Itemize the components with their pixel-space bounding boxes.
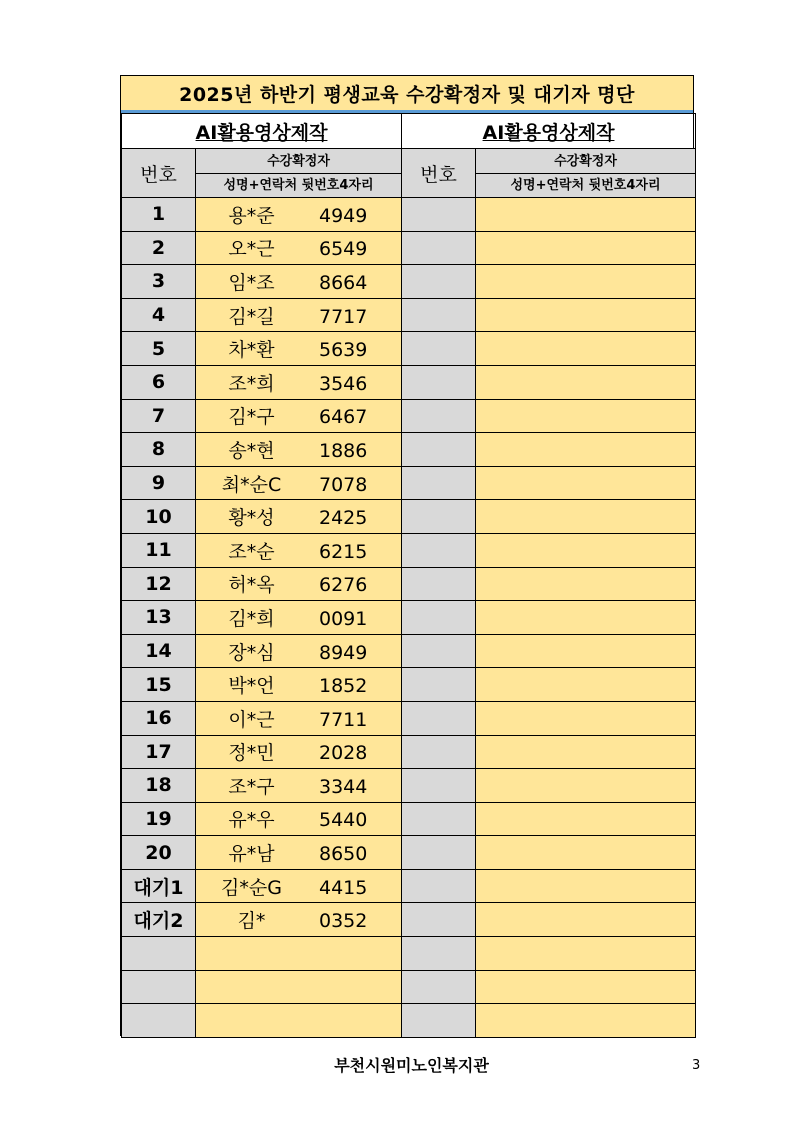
attendee-cell [196, 937, 402, 971]
row-number: 6 [122, 365, 196, 399]
row-number [122, 970, 196, 1004]
course-title-row [122, 114, 696, 149]
row-number: 11 [122, 533, 196, 567]
attendee-name: 김*희 [228, 607, 275, 630]
right-attendee-cell [476, 265, 696, 299]
left-number-header: 번호 [122, 149, 196, 198]
attendee-phone-last4: 6467 [319, 406, 368, 429]
right-attendee-cell [476, 365, 696, 399]
right-attendee-cell [476, 198, 696, 232]
right-attendee-cell [476, 668, 696, 702]
right-attendee-cell [476, 500, 696, 534]
right-attendee-cell [476, 970, 696, 1004]
table-row [122, 365, 696, 399]
page-title: 2025년 하반기 평생교육 수강확정자 및 대기자 명단 [121, 76, 693, 113]
right-attendee-cell [476, 231, 696, 265]
left-confirmed-header: 수강확정자 [196, 149, 402, 174]
attendee-name: 김*길 [228, 305, 275, 328]
table-row [122, 265, 696, 299]
row-number: 20 [122, 836, 196, 870]
right-row-number [402, 970, 476, 1004]
attendee-cell [196, 567, 402, 601]
attendee-cell [196, 869, 402, 903]
attendee-name: 김*구 [228, 406, 275, 429]
right-row-number [402, 198, 476, 232]
table-row [122, 634, 696, 668]
table-row [122, 466, 696, 500]
attendee-name: 김* [237, 910, 266, 933]
attendee-phone-last4: 8949 [319, 641, 368, 664]
attendee-phone-last4: 7711 [319, 708, 368, 731]
attendee-cell [196, 231, 402, 265]
right-row-number [402, 533, 476, 567]
left-course-title: AI활용영상제작 [122, 114, 402, 149]
right-attendee-cell [476, 399, 696, 433]
right-attendee-cell [476, 869, 696, 903]
footer-organization: 부천시원미노인복지관 [334, 1056, 489, 1075]
table-row [122, 701, 696, 735]
table-row [122, 567, 696, 601]
table-row [122, 802, 696, 836]
row-number: 1 [122, 198, 196, 232]
table-row [122, 903, 696, 937]
right-attendee-cell [476, 433, 696, 467]
right-attendee-cell [476, 735, 696, 769]
right-attendee-cell [476, 769, 696, 803]
table-row [122, 970, 696, 1004]
table-row [122, 601, 696, 635]
table-row [122, 298, 696, 332]
attendee-name: 임*조 [228, 271, 275, 294]
right-row-number [402, 802, 476, 836]
right-row-number [402, 1004, 476, 1038]
attendee-phone-last4: 5440 [319, 809, 368, 832]
attendee-cell [196, 332, 402, 366]
attendee-cell [196, 836, 402, 870]
right-attendee-cell [476, 1004, 696, 1038]
right-attendee-cell [476, 298, 696, 332]
row-number: 3 [122, 265, 196, 299]
attendee-cell [196, 399, 402, 433]
right-row-number [402, 466, 476, 500]
attendee-phone-last4: 0352 [319, 910, 368, 933]
attendee-cell [196, 601, 402, 635]
attendee-name: 최*순C [221, 473, 282, 496]
row-number [122, 937, 196, 971]
row-number: 19 [122, 802, 196, 836]
right-attendee-cell [476, 332, 696, 366]
right-attendee-cell [476, 567, 696, 601]
right-row-number [402, 701, 476, 735]
row-number: 12 [122, 567, 196, 601]
table-row [122, 836, 696, 870]
attendee-phone-last4: 4415 [319, 876, 368, 899]
right-course-title: AI활용영상제작 [402, 114, 696, 149]
attendee-phone-last4: 6549 [319, 238, 368, 261]
attendee-cell [196, 500, 402, 534]
attendee-cell [196, 198, 402, 232]
table-row [122, 1004, 696, 1038]
attendee-cell [196, 298, 402, 332]
right-row-number [402, 769, 476, 803]
row-number: 14 [122, 634, 196, 668]
attendee-phone-last4: 4949 [319, 204, 368, 227]
attendee-name: 허*옥 [228, 574, 275, 597]
right-attendee-cell [476, 701, 696, 735]
attendee-name: 김*순G [221, 876, 282, 899]
attendee-phone-last4: 6276 [319, 574, 368, 597]
table-row [122, 937, 696, 971]
attendee-name: 유*우 [228, 809, 275, 832]
attendee-cell [196, 802, 402, 836]
attendee-cell [196, 365, 402, 399]
row-number: 2 [122, 231, 196, 265]
attendee-cell [196, 903, 402, 937]
right-row-number [402, 634, 476, 668]
attendee-name: 용*준 [228, 204, 275, 227]
table-row [122, 869, 696, 903]
attendee-name: 오*근 [228, 238, 275, 261]
right-attendee-cell [476, 533, 696, 567]
right-row-number [402, 265, 476, 299]
attendee-phone-last4: 2028 [319, 742, 368, 765]
right-row-number [402, 567, 476, 601]
table-row [122, 399, 696, 433]
attendee-phone-last4: 8664 [319, 271, 368, 294]
right-row-number [402, 668, 476, 702]
attendee-phone-last4: 7078 [319, 473, 368, 496]
right-row-number [402, 332, 476, 366]
attendee-name: 박*언 [228, 675, 275, 698]
row-number: 9 [122, 466, 196, 500]
roster-sheet [120, 75, 694, 1036]
attendee-name: 정*민 [228, 742, 275, 765]
right-attendee-cell [476, 802, 696, 836]
attendee-phone-last4: 7717 [319, 305, 368, 328]
row-number: 7 [122, 399, 196, 433]
attendee-cell [196, 970, 402, 1004]
row-number: 5 [122, 332, 196, 366]
right-attendee-cell [476, 903, 696, 937]
attendee-cell [196, 634, 402, 668]
right-attendee-cell [476, 937, 696, 971]
page-number: 3 [692, 1058, 701, 1073]
row-number: 13 [122, 601, 196, 635]
attendee-cell [196, 769, 402, 803]
attendee-name: 조*순 [228, 540, 275, 563]
table-row [122, 500, 696, 534]
row-number: 18 [122, 769, 196, 803]
attendee-phone-last4: 1852 [319, 675, 368, 698]
roster-table [121, 113, 696, 1038]
table-row [122, 198, 696, 232]
right-row-number [402, 365, 476, 399]
right-row-number [402, 231, 476, 265]
right-row-number [402, 869, 476, 903]
table-row [122, 533, 696, 567]
right-row-number [402, 735, 476, 769]
attendee-cell [196, 265, 402, 299]
attendee-name: 장*심 [228, 641, 275, 664]
attendee-name: 송*현 [228, 439, 275, 462]
attendee-phone-last4: 8650 [319, 843, 368, 866]
attendee-cell [196, 433, 402, 467]
attendee-phone-last4: 0091 [319, 607, 368, 630]
attendee-cell [196, 735, 402, 769]
row-number: 15 [122, 668, 196, 702]
right-confirmed-header: 수강확정자 [476, 149, 696, 174]
right-attendee-cell [476, 836, 696, 870]
row-number: 4 [122, 298, 196, 332]
table-row [122, 433, 696, 467]
attendee-cell [196, 668, 402, 702]
row-number: 대기2 [122, 903, 196, 937]
attendee-name: 조*희 [228, 372, 275, 395]
table-row [122, 735, 696, 769]
attendee-phone-last4: 3344 [319, 775, 368, 798]
attendee-cell [196, 466, 402, 500]
right-attendee-cell [476, 466, 696, 500]
row-number: 대기1 [122, 869, 196, 903]
attendee-name: 이*근 [228, 708, 275, 731]
right-row-number [402, 500, 476, 534]
row-number: 16 [122, 701, 196, 735]
table-row [122, 231, 696, 265]
row-number [122, 1004, 196, 1038]
attendee-cell [196, 1004, 402, 1038]
table-row [122, 332, 696, 366]
right-row-number [402, 298, 476, 332]
table-row [122, 668, 696, 702]
attendee-phone-last4: 6215 [319, 540, 368, 563]
right-row-number [402, 903, 476, 937]
right-name-phone-header: 성명+연락처 뒷번호4자리 [476, 174, 696, 198]
attendee-name: 유*남 [228, 843, 275, 866]
attendee-phone-last4: 2425 [319, 507, 368, 530]
attendee-name: 차*환 [228, 339, 275, 362]
right-attendee-cell [476, 601, 696, 635]
attendee-name: 조*구 [228, 775, 275, 798]
header-row [122, 149, 696, 174]
attendee-phone-last4: 3546 [319, 372, 368, 395]
row-number: 17 [122, 735, 196, 769]
right-number-header: 번호 [402, 149, 476, 198]
attendee-cell [196, 701, 402, 735]
right-row-number [402, 399, 476, 433]
right-row-number [402, 601, 476, 635]
attendee-cell [196, 533, 402, 567]
attendee-name: 황*성 [228, 507, 275, 530]
table-row [122, 769, 696, 803]
row-number: 8 [122, 433, 196, 467]
attendee-phone-last4: 1886 [319, 439, 368, 462]
right-row-number [402, 937, 476, 971]
right-row-number [402, 836, 476, 870]
left-name-phone-header: 성명+연락처 뒷번호4자리 [196, 174, 402, 198]
attendee-phone-last4: 5639 [319, 339, 368, 362]
row-number: 10 [122, 500, 196, 534]
right-attendee-cell [476, 634, 696, 668]
right-row-number [402, 433, 476, 467]
